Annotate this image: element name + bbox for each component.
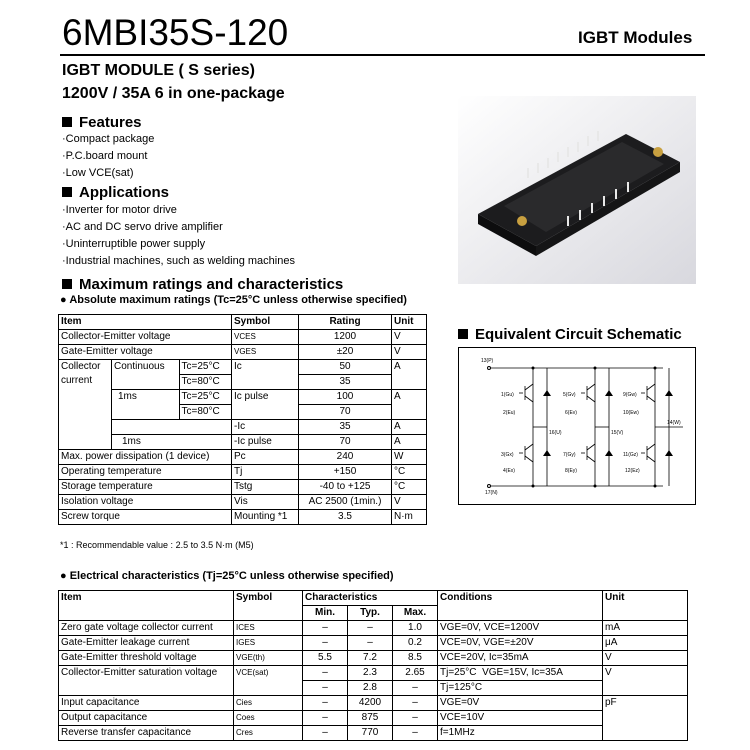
cell-min: – <box>303 666 348 681</box>
abs-max-subheading: ● Absolute maximum ratings (Tc=25°C unless otherwise specified) <box>60 294 407 306</box>
cell-symbol: Cies <box>234 696 303 711</box>
circuit-label: 16(U) <box>549 430 562 436</box>
cell-condition: VCE=0V, VGE=±20V <box>438 636 603 651</box>
cell-symbol: IGES <box>234 636 303 651</box>
product-photo <box>458 96 696 284</box>
cell-symbol: Tj <box>232 465 299 480</box>
cell-item: Collector-Emitter voltage <box>59 330 232 345</box>
cell-symbol: Mounting *1 <box>232 510 299 525</box>
cell-symbol: Cres <box>234 726 303 741</box>
col-header-unit: Unit <box>603 591 688 621</box>
col-header-item: Item <box>59 591 234 621</box>
circuit-label: 3(Gx) <box>501 452 514 458</box>
cell-typ: – <box>348 636 393 651</box>
cell-unit: V <box>392 330 427 345</box>
cell-min: – <box>303 726 348 741</box>
cell-max: 8.5 <box>393 651 438 666</box>
col-header-item: Item <box>59 315 232 330</box>
abs-max-table <box>58 314 427 525</box>
cell-condition: VGE=0V <box>438 696 603 711</box>
circuit-label: 1(Gu) <box>501 392 514 398</box>
table-row <box>59 360 427 375</box>
cell-condition: VGE=0V, VCE=1200V <box>438 621 603 636</box>
circuit-heading: Equivalent Circuit Schematic <box>458 326 682 343</box>
cell-symbol: VGES <box>232 345 299 360</box>
cell-rating: 70 <box>299 435 392 450</box>
cell-symbol: VGE(th) <box>234 651 303 666</box>
table-row <box>59 651 688 666</box>
cell-min: – <box>303 711 348 726</box>
col-header-rating: Rating <box>299 315 392 330</box>
cell-rating: 50 <box>299 360 392 375</box>
table-row <box>59 510 427 525</box>
cell-unit: A <box>392 360 427 390</box>
cell-condition: Tj=125°C <box>438 681 603 696</box>
cell-min: – <box>303 636 348 651</box>
table-row <box>59 330 427 345</box>
cell-rating: -40 to +125 <box>299 480 392 495</box>
cell-symbol: VCE(sat) <box>234 666 303 696</box>
list-item: · Low VCE(sat) <box>62 165 154 182</box>
cell-unit: A <box>392 420 427 435</box>
circuit-label: 12(Ez) <box>625 468 640 474</box>
cell-unit: A <box>392 390 427 420</box>
cell-symbol: -Ic pulse <box>232 435 299 450</box>
col-header-symbol: Symbol <box>232 315 299 330</box>
circle-bullet-icon: ● <box>60 570 67 582</box>
cell-symbol: -Ic <box>232 420 299 435</box>
cell-unit: V <box>392 345 427 360</box>
footnote: *1 : Recommendable value : 2.5 to 3.5 N·m (M5) <box>60 540 254 550</box>
circuit-label: 6(Ev) <box>565 410 577 416</box>
cell-symbol: Coes <box>234 711 303 726</box>
cell-empty <box>112 420 232 435</box>
cell-typ: 875 <box>348 711 393 726</box>
circuit-label: 2(Eu) <box>503 410 516 416</box>
header-rule <box>60 54 705 56</box>
cell-rating: 35 <box>299 375 392 390</box>
cell-typ: 4200 <box>348 696 393 711</box>
table-row <box>59 450 427 465</box>
list-item: · P.C.board mount <box>62 148 154 165</box>
cell-max: – <box>393 726 438 741</box>
cell-min: – <box>303 696 348 711</box>
col-header-max: Max. <box>393 606 438 621</box>
cell-item: Gate-Emitter voltage <box>59 345 232 360</box>
cell-condition: VCE=20V, Ic=35mA <box>438 651 603 666</box>
list-item: · Industrial machines, such as welding machines <box>62 253 295 270</box>
table-row <box>59 420 427 435</box>
cell-subitem: 1ms <box>112 435 232 450</box>
cell-item: Gate-Emitter leakage current <box>59 636 234 651</box>
circuit-schematic <box>458 347 696 505</box>
cell-rating: +150 <box>299 465 392 480</box>
cell-unit: V <box>603 651 688 666</box>
table-row <box>59 390 427 405</box>
circuit-label: 13(P) <box>481 358 494 364</box>
cell-symbol: VCES <box>232 330 299 345</box>
cell-unit: A <box>392 435 427 450</box>
table-row <box>59 666 688 681</box>
cell-unit: V <box>392 495 427 510</box>
cell-unit: μA <box>603 636 688 651</box>
square-bullet-icon <box>62 117 72 127</box>
cell-item: Screw torque <box>59 510 232 525</box>
table-row <box>59 711 688 726</box>
circuit-label: 7(Gy) <box>563 452 576 458</box>
cell-condition: Tj=25°C VGE=15V, Ic=35A <box>438 666 603 681</box>
square-bullet-icon <box>62 187 72 197</box>
cell-condition: Tc=80°C <box>179 375 231 390</box>
cell-unit: pF <box>603 696 688 741</box>
cell-min: – <box>303 621 348 636</box>
features-heading: Features <box>62 114 142 131</box>
cell-max: – <box>393 711 438 726</box>
cell-unit: N·m <box>392 510 427 525</box>
table-header-row <box>59 591 688 606</box>
cell-item: Collector current <box>59 360 112 450</box>
circuit-label: 14(W) <box>667 420 681 426</box>
cell-rating: AC 2500 (1min.) <box>299 495 392 510</box>
module-subtitle: IGBT MODULE ( S series) <box>62 62 255 79</box>
list-item: · Inverter for motor drive <box>62 202 295 219</box>
cell-max: 2.65 <box>393 666 438 681</box>
cell-item: Max. power dissipation (1 device) <box>59 450 232 465</box>
cell-item: Output capacitance <box>59 711 234 726</box>
category-label: IGBT Modules <box>578 28 693 47</box>
square-bullet-icon <box>62 279 72 289</box>
cell-rating: 35 <box>299 420 392 435</box>
cell-unit: °C <box>392 465 427 480</box>
cell-condition: Tc=25°C <box>179 390 231 405</box>
table-row <box>59 465 427 480</box>
table-row <box>59 636 688 651</box>
col-header-min: Min. <box>303 606 348 621</box>
cell-typ: 2.8 <box>348 681 393 696</box>
table-row <box>59 726 688 741</box>
cell-item: Input capacitance <box>59 696 234 711</box>
table-row <box>59 621 688 636</box>
table-row <box>59 480 427 495</box>
cell-condition: f=1MHz <box>438 726 603 741</box>
col-header-characteristics: Characteristics <box>303 591 438 606</box>
col-header-symbol: Symbol <box>234 591 303 621</box>
cell-condition: Tc=25°C <box>179 360 231 375</box>
cell-max: – <box>393 681 438 696</box>
cell-unit: W <box>392 450 427 465</box>
circuit-label: 5(Gv) <box>563 392 576 398</box>
cell-max: – <box>393 696 438 711</box>
cell-item: Storage temperature <box>59 480 232 495</box>
circle-bullet-icon: ● <box>60 294 67 306</box>
cell-typ: 770 <box>348 726 393 741</box>
cell-item: Isolation voltage <box>59 495 232 510</box>
table-row <box>59 345 427 360</box>
table-row <box>59 495 427 510</box>
cell-rating: 240 <box>299 450 392 465</box>
cell-item: Collector-Emitter saturation voltage <box>59 666 234 696</box>
cell-symbol: Ic pulse <box>232 390 299 420</box>
max-ratings-heading: Maximum ratings and characteristics <box>62 276 343 293</box>
cell-min: 5.5 <box>303 651 348 666</box>
cell-item: Gate-Emitter threshold voltage <box>59 651 234 666</box>
module-rating: 1200V / 35A 6 in one-package <box>62 85 285 102</box>
cell-rating: 70 <box>299 405 392 420</box>
list-item: · AC and DC servo drive amplifier <box>62 219 295 236</box>
cell-unit: V <box>603 666 688 696</box>
cell-item: Operating temperature <box>59 465 232 480</box>
table-row <box>59 435 427 450</box>
cell-unit: mA <box>603 621 688 636</box>
cell-subitem: 1ms <box>112 390 180 420</box>
cell-rating: 1200 <box>299 330 392 345</box>
circuit-label: 10(Ew) <box>623 410 639 416</box>
cell-condition: VCE=10V <box>438 711 603 726</box>
cell-typ: 2.3 <box>348 666 393 681</box>
cell-typ: – <box>348 621 393 636</box>
cell-unit: °C <box>392 480 427 495</box>
cell-rating: ±20 <box>299 345 392 360</box>
col-header-typ: Typ. <box>348 606 393 621</box>
cell-typ: 7.2 <box>348 651 393 666</box>
circuit-label: 9(Gw) <box>623 392 637 398</box>
cell-symbol: ICES <box>234 621 303 636</box>
applications-list <box>62 202 295 270</box>
cell-symbol: Tstg <box>232 480 299 495</box>
applications-heading: Applications <box>62 184 169 201</box>
circuit-label: 11(Gz) <box>623 452 638 458</box>
part-number: 6MBI35S-120 <box>62 12 289 53</box>
circuit-label: 4(Ex) <box>503 468 515 474</box>
circuit-label: 17(N) <box>485 490 498 496</box>
cell-symbol: Vis <box>232 495 299 510</box>
table-row <box>59 696 688 711</box>
features-list <box>62 131 154 182</box>
col-header-conditions: Conditions <box>438 591 603 621</box>
cell-subitem: Continuous <box>112 360 180 390</box>
cell-symbol: Ic <box>232 360 299 390</box>
circuit-label: 15(V) <box>611 430 624 436</box>
electrical-table <box>58 590 688 741</box>
cell-item: Reverse transfer capacitance <box>59 726 234 741</box>
square-bullet-icon <box>458 329 468 339</box>
cell-condition: Tc=80°C <box>179 405 231 420</box>
list-item: · Compact package <box>62 131 154 148</box>
cell-rating: 100 <box>299 390 392 405</box>
circuit-label: 8(Ey) <box>565 468 577 474</box>
cell-symbol: Pc <box>232 450 299 465</box>
electrical-heading: ● Electrical characteristics (Tj=25°C unless otherwise specified) <box>60 570 394 582</box>
cell-max: 1.0 <box>393 621 438 636</box>
cell-rating: 3.5 <box>299 510 392 525</box>
cell-min: – <box>303 681 348 696</box>
cell-item: Zero gate voltage collector current <box>59 621 234 636</box>
list-item: · Uninterruptible power supply <box>62 236 295 253</box>
col-header-unit: Unit <box>392 315 427 330</box>
cell-max: 0.2 <box>393 636 438 651</box>
table-header-row <box>59 315 427 330</box>
